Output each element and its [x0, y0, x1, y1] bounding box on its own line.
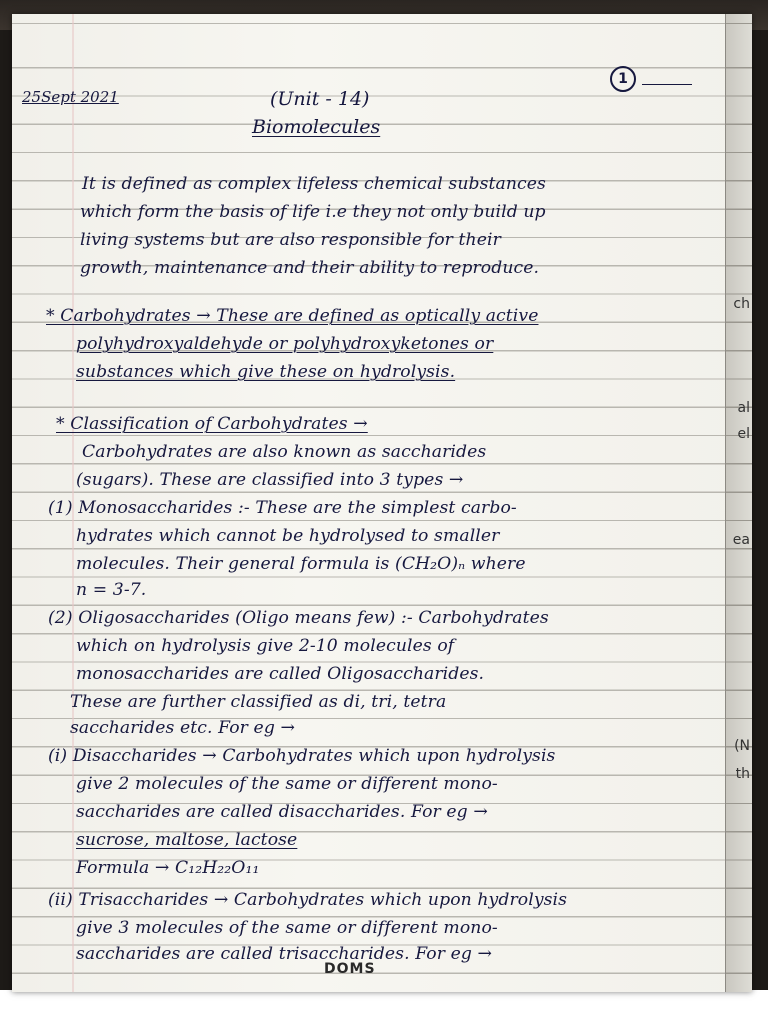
text-line: which form the basis of life i.e they not only build up [80, 202, 546, 222]
text-line: * Classification of Carbohydrates → [56, 414, 368, 434]
text-line: (2) Oligosaccharides (Oligo means few) :- Carbohydrates [48, 608, 549, 628]
text-line: (i) Disaccharides → Carbohydrates which upon hydrolysis [48, 746, 556, 766]
text-line: n = 3-7. [76, 580, 147, 600]
notebook-page [12, 14, 752, 992]
edge-fragment: (N [734, 738, 750, 754]
edge-fragment: th [735, 766, 750, 782]
text-line: substances which give these on hydrolysis. [76, 362, 456, 382]
text-line: Carbohydrates are also known as saccharides [82, 442, 487, 462]
text-line: living systems but are also responsible for their [80, 230, 501, 250]
page-number: 1 [610, 66, 636, 92]
text-line: which on hydrolysis give 2-10 molecules of [76, 636, 455, 656]
edge-fragment: ch [733, 296, 750, 312]
text-line: saccharides are called trisaccharides. For eg → [76, 944, 493, 964]
page-title: Biomolecules [252, 116, 381, 138]
text-line: give 2 molecules of the same or different mono- [76, 774, 498, 794]
text-line: It is defined as complex lifeless chemical substances [82, 174, 546, 194]
text-line: sucrose, maltose, lactose [76, 830, 298, 850]
text-line: saccharides are called disaccharides. For eg → [76, 802, 488, 822]
edge-fragment: al [737, 400, 750, 416]
text-line: These are further classified as di, tri, tetra [70, 692, 447, 712]
text-line: monosaccharides are called Oligosaccharides. [76, 664, 485, 684]
text-line: (ii) Trisaccharides → Carbohydrates which upon hydrolysis [48, 890, 568, 910]
page-number-line [642, 84, 692, 85]
text-line: (1) Monosaccharides :- These are the simplest carbo- [48, 498, 517, 518]
text-line: (sugars). These are classified into 3 types → [76, 470, 464, 490]
edge-fragment: el [737, 426, 750, 442]
edge-fragment: ea [732, 532, 750, 548]
date: 25Sept 2021 [22, 88, 119, 106]
text-line: hydrates which cannot be hydrolysed to smaller [76, 526, 500, 546]
notebook-brand: DOMS [324, 961, 376, 977]
next-page-edge [725, 14, 752, 992]
text-line: saccharides etc. For eg → [70, 718, 295, 738]
unit-heading: (Unit - 14) [270, 88, 370, 110]
background-white [0, 990, 768, 1024]
text-line: growth, maintenance and their ability to reproduce. [80, 258, 540, 278]
text-line: * Carbohydrates → These are defined as optically active [46, 306, 539, 326]
text-line: Formula → C₁₂H₂₂O₁₁ [76, 858, 260, 878]
text-line: polyhydroxyaldehyde or polyhydroxyketones or [76, 334, 494, 354]
text-line: give 3 molecules of the same or different mono- [76, 918, 498, 938]
text-line: molecules. Their general formula is (CH₂O)ₙ where [76, 554, 526, 574]
